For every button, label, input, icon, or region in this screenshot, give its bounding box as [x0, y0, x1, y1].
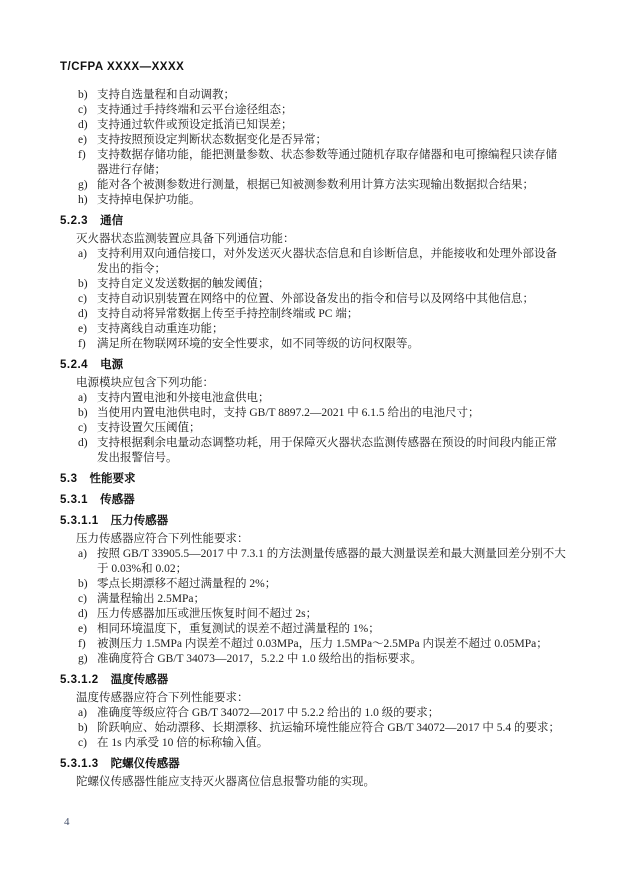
list-item-text: 支持内置电池和外接电池盒供电； — [97, 392, 270, 404]
list-item-text: 按照 GB/T 33905.5—2017 中 7.3.1 的方法测量传感器的最大测量误差和最大测量回差分别不大于 0.03%和 0.02； — [97, 548, 566, 575]
list-item — [60, 607, 567, 622]
list-item — [60, 103, 567, 118]
list-item-label: f) — [78, 638, 86, 650]
list-item-text: 零点长期漂移不超过满量程的 2%； — [97, 578, 277, 590]
list-item — [60, 592, 567, 607]
list-item-label: b) — [78, 89, 88, 101]
intro-paragraph: 温度传感器应符合下列性能要求： — [76, 692, 249, 704]
list-item-label: c) — [78, 593, 87, 605]
list-item-text: 支持自动识别装置在网络中的位置、外部设备发出的指令和信号以及网络中其他信息； — [97, 293, 534, 305]
list-item-label: d) — [78, 308, 88, 320]
list-item-text: 被测压力 1.5MPa 内误差不超过 0.03MPa，压力 1.5MPa～2.5MPa 内误差不超过 0.05MPa； — [97, 638, 548, 650]
section-title: 电源 — [100, 359, 124, 371]
section-number: 5.3.1 — [60, 494, 89, 506]
list-item-label: a) — [78, 392, 87, 404]
list-item — [60, 277, 567, 292]
list-item — [60, 736, 567, 751]
list-item-text: 支持通过软件或预设定抵消已知误差； — [97, 119, 293, 131]
section-number: 5.3.1.2 — [60, 674, 99, 686]
list-item — [60, 247, 567, 277]
list-item-label: b) — [78, 278, 88, 290]
list-item-text: 支持离线自动重连功能； — [97, 323, 224, 335]
list-item-label: h) — [78, 194, 88, 206]
list-item — [60, 577, 567, 592]
list-item-label: a) — [78, 707, 87, 719]
list-item-text: 准确度等级应符合 GB/T 34072—2017 中 5.2.2 给出的 1.0 级的要求； — [97, 707, 440, 719]
section-heading-5-3-1 — [60, 493, 567, 508]
section-number: 5.2.4 — [60, 359, 89, 371]
section-title: 性能要求 — [89, 473, 136, 485]
list-item-text: 支持设置欠压阈值； — [97, 422, 201, 434]
list-item-text: 支持利用双向通信接口，对外发送灭火器状态信息和自诊断信息，并能接收和处理外部设备发出的指令； — [97, 248, 557, 275]
list-item — [60, 436, 567, 466]
list-item-text: 准确度符合 GB/T 34073—2017，5.2.2 中 1.0 级给出的指标要求。 — [97, 653, 422, 665]
list-item-label: b) — [78, 407, 88, 419]
body-paragraph: 陀螺仪传感器性能应支持灭火器离位信息报警功能的实现。 — [76, 776, 375, 788]
list-item-label: a) — [78, 548, 87, 560]
list-item-label: d) — [78, 437, 88, 449]
list-item-label: c) — [78, 737, 87, 749]
list-item — [60, 652, 567, 667]
list-item-text: 当使用内置电池供电时，支持 GB/T 8897.2—2021 中 6.1.5 给出的电池尺寸； — [97, 407, 480, 419]
list-item-label: b) — [78, 722, 88, 734]
list-item-text: 能对各个被测参数进行测量，根据已知被测参数利用计算方法实现输出数据拟合结果； — [97, 179, 534, 191]
page-number: 4 — [64, 816, 70, 828]
doc-code-header: T/CFPA XXXX—XXXX — [60, 61, 185, 73]
list-item — [60, 706, 567, 721]
list-item-text: 相同环境温度下，重复测试的误差不超过满量程的 1%； — [97, 623, 380, 635]
list-item-text: 支持通过手持终端和云平台途径组态； — [97, 104, 293, 116]
list-item-label: g) — [78, 653, 88, 665]
list-item-label: c) — [78, 422, 87, 434]
list-item — [60, 391, 567, 406]
list-item-label: a) — [78, 248, 87, 260]
section-title: 压力传感器 — [110, 515, 169, 527]
section-number: 5.3.1.3 — [60, 758, 99, 770]
list-item-text: 支持自选量程和自动调教； — [97, 89, 235, 101]
list-item-label: c) — [78, 293, 87, 305]
section-number: 5.3 — [60, 473, 78, 485]
list-item — [60, 307, 567, 322]
section-title: 传感器 — [100, 494, 135, 506]
list-item-label: f) — [78, 149, 86, 161]
list-item-text: 支持自动将异常数据上传至手持控制终端或 PC 端； — [97, 308, 359, 320]
list-item-text: 满量程输出 2.5MPa； — [97, 593, 205, 605]
list-item — [60, 148, 567, 178]
list-item-label: e) — [78, 323, 87, 335]
list-item-text: 满足所在物联网环境的安全性要求，如不同等级的访问权限等。 — [97, 338, 419, 350]
list-item-label: c) — [78, 104, 87, 116]
list-item — [60, 118, 567, 133]
section-heading-5-3-1-2 — [60, 673, 567, 688]
list-item-label: f) — [78, 338, 86, 350]
list-item-label: g) — [78, 179, 88, 191]
intro-paragraph: 灭火器状态监测装置应具备下列通信功能： — [76, 233, 295, 245]
section-number: 5.2.3 — [60, 215, 89, 227]
section-title: 温度传感器 — [110, 674, 169, 686]
list-item — [60, 637, 567, 652]
list-item — [60, 322, 567, 337]
list-item-text: 阶跃响应、始动漂移、长期漂移、抗运输环境性能应符合 GB/T 34072—2017 中 5.4 的要求； — [97, 722, 560, 734]
list-item-text: 在 1s 内承受 10 倍的标称输入值。 — [97, 737, 269, 749]
section-title: 通信 — [100, 215, 124, 227]
section-title: 陀螺仪传感器 — [110, 758, 180, 770]
list-item — [60, 133, 567, 148]
list-item — [60, 88, 567, 103]
list-item-text: 支持掉电保护功能。 — [97, 194, 201, 206]
section-heading-5-2-3 — [60, 214, 567, 229]
list-item-text: 支持根据剩余电量动态调整功耗，用于保障灭火器状态监测传感器在预设的时间段内能正常发出报警信号。 — [97, 437, 557, 464]
list-item — [60, 193, 567, 208]
document-content — [60, 88, 567, 790]
section-heading-5-3-1-3 — [60, 757, 567, 772]
list-item-text: 支持数据存储功能，能把测量参数、状态参数等通过随机存取存储器和电可擦编程只读存储器进行存储； — [97, 149, 557, 176]
section-number: 5.3.1.1 — [60, 515, 99, 527]
list-item-label: e) — [78, 134, 87, 146]
list-item — [60, 406, 567, 421]
list-item-label: e) — [78, 623, 87, 635]
list-item-label: d) — [78, 608, 88, 620]
section-heading-5-3 — [60, 472, 567, 487]
list-item-text: 支持自定义发送数据的触发阈值； — [97, 278, 270, 290]
list-item — [60, 292, 567, 307]
list-item — [60, 421, 567, 436]
list-item — [60, 547, 567, 577]
list-item — [60, 178, 567, 193]
list-item — [60, 721, 567, 736]
intro-paragraph: 压力传感器应符合下列性能要求： — [76, 533, 249, 545]
section-heading-5-3-1-1 — [60, 514, 567, 529]
intro-paragraph: 电源模块应包含下列功能： — [76, 377, 214, 389]
list-item — [60, 337, 567, 352]
list-item-text: 支持按照预设定判断状态数据变化是否异常； — [97, 134, 327, 146]
list-item-text: 压力传感器加压或泄压恢复时间不超过 2s； — [97, 608, 318, 620]
list-item-label: d) — [78, 119, 88, 131]
list-item-label: b) — [78, 578, 88, 590]
section-heading-5-2-4 — [60, 358, 567, 373]
list-item — [60, 622, 567, 637]
